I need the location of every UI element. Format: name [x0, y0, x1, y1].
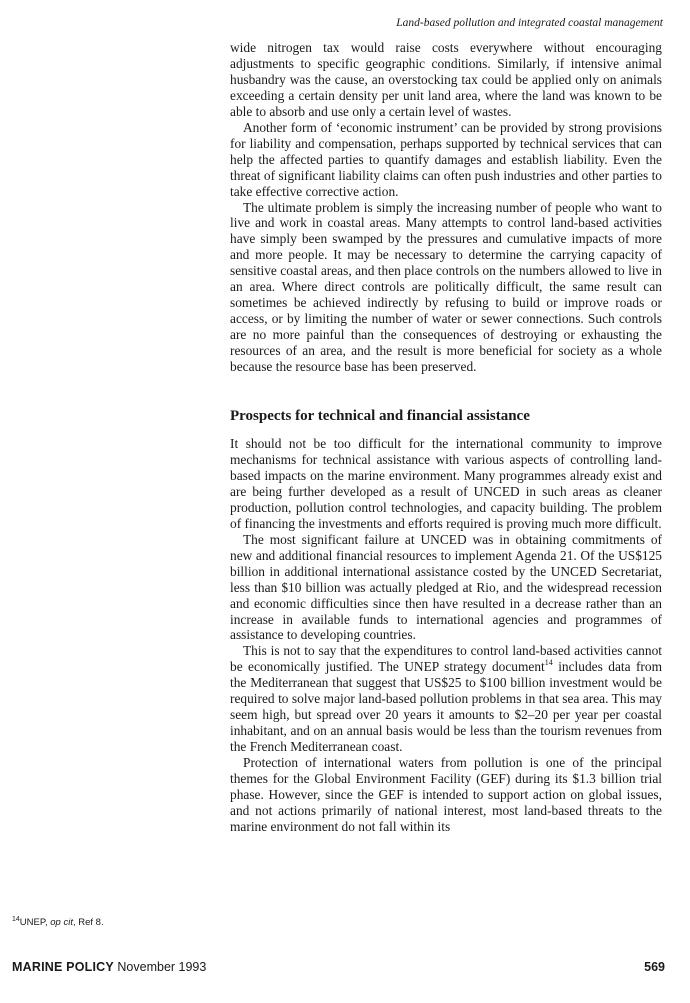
footnote — [12, 917, 104, 928]
journal-info — [12, 960, 206, 974]
footnote-rest: , Ref 8. — [72, 917, 104, 928]
section-heading: Prospects for technical and financial assistance — [230, 408, 530, 425]
unep-text-after-ref: includes data from the Mediterranean that suggest that US$25 to $100 billion investment would be required to solve major land-based pollution problems in that sea area. This may seem high, but spread over 20 years it amounts to $2–20 per year per coastal inhabitant, and on an annual basis would be less than the tourism revenues from the French Mediterranean coast. — [230, 659, 662, 755]
journal-name: MARINE POLICY — [12, 960, 114, 974]
article-body — [230, 40, 662, 835]
page-number: 569 — [644, 960, 665, 974]
paragraph-unep-strategy — [230, 643, 662, 755]
issue-date: November 1993 — [113, 960, 207, 974]
paragraph-coastal-population: The ultimate problem is simply the increasing number of people who want to live and work in coastal areas. Many attempts to control land-based activities have simply been swamped by the pressures and cumulative impacts of more and more people. It may be necessary to determine the carrying capacity of sensitive coastal areas, and then place controls on the numbers allowed to live in an area. Where direct controls are politically difficult, the same result can sometimes be achieved indirectly by refusing to build or improve roads or access, or by limiting the number of water or sewer connections. Such controls are no more painful than the consequences of destroying or exhausting the resources of an area, and the result is more beneficial for society as a whole because the resource base has been preserved. — [230, 199, 662, 375]
footnote-author: UNEP, — [19, 917, 51, 928]
unep-text-before-ref: This is not to say that the expenditures to control land-based activities cannot be economically justified. The UNEP strategy document — [230, 643, 662, 675]
footnote-number: 14 — [12, 916, 20, 923]
paragraph-economic-instrument: Another form of ‘economic instrument’ can be provided by strong provisions for liability and compensation, perhaps supported by technical services that can help the affected parties to quantify damages and establish liability. Even the threat of significant liability claims can often push industries and other parties to take effective corrective action. — [230, 119, 662, 199]
page-footer — [12, 960, 665, 980]
paragraph-technical-assistance: It should not be too difficult for the international community to improve mechanisms for technical assistance with various aspects of controlling land-based impacts on the marine environment. Many programmes already exist and are being further developed as a result of UNCED in such areas as cleaner production, pollution control technologies, and capacity building. The problem of financing the investments and efforts required is proving much more difficult. — [230, 436, 662, 531]
paragraph-unced-failure: The most significant failure at UNCED was in obtaining commitments of new and additional financial resources to implement Agenda 21. Of the US$125 billion in additional international assistance costed by the UNCED Secretariat, less than $10 billion was actually pledged at Rio, and the widespread recession and economic difficulties since then have resulted in a decrease rather than an increase in available funds to international agencies and programmes of assistance to developing countries. — [230, 531, 662, 643]
paragraph-gef: Protection of international waters from pollution is one of the principal themes for the Global Environment Facility (GEF) during its $1.3 billion trial phase. However, since the GEF is intended to support action on global issues, and not actions primarily of national interest, most land-based threats to the marine environment do not fall within its — [230, 755, 662, 834]
footnote-op-cit: op cit — [50, 917, 73, 928]
paragraph-continued: wide nitrogen tax would raise costs everywhere without encouraging adjustments to specific geographic conditions. Similarly, if intensive animal husbandry was the cause, an overstocking tax could be applied only on animals exceeding a certain density per unit land area, where the land was known to be able to absorb and use only a certain level of wastes. — [230, 40, 662, 119]
footnote-reference: 14 — [544, 658, 553, 668]
running-head: Land-based pollution and integrated coastal management — [396, 17, 663, 29]
